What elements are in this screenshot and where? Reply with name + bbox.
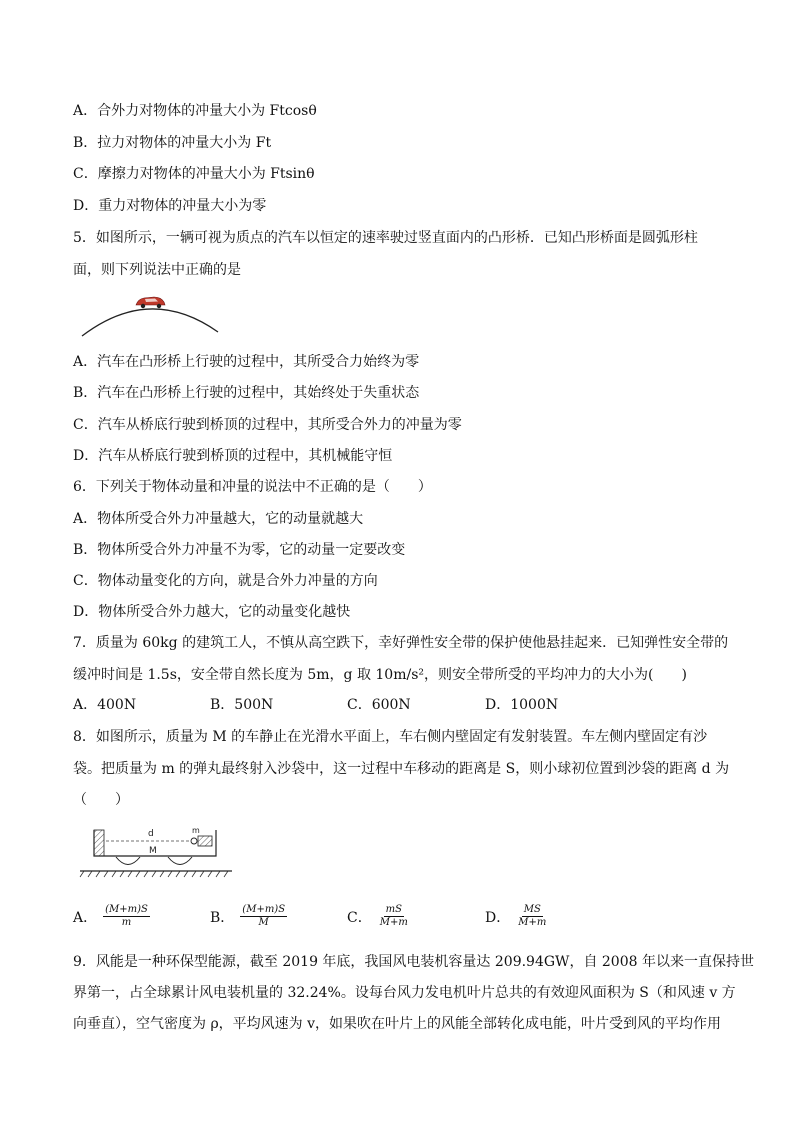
q6-stem: 6．下列关于物体动量和冲量的说法中不正确的是（ ） [73,479,432,495]
q7-option-b: B．500N [210,697,274,713]
q5-stem-line1: 5．如图所示，一辆可视为质点的汽车以恒定的速率驶过竖直面内的凸形桥．已知凸形桥面是圆弧形柱 [73,230,698,246]
q6-option-c: C．物体动量变化的方向，就是合外力冲量的方向 [73,573,378,589]
q7-option-a: A．400N [73,697,137,713]
q5-option-c: C．汽车从桥底行驶到桥顶的过程中，其所受合外力的冲量为零 [73,417,462,433]
q8-stem-line1: 8．如图所示，质量为 M 的车静止在光滑水平面上，车右侧内壁固定有发射装置。车左侧内壁固定有沙 [73,729,708,745]
q5-option-b: B．汽车在凸形桥上行驶的过程中，其始终处于失重状态 [73,385,420,401]
q7-stem-line1: 7．质量为 60kg 的建筑工人，不慎从高空跌下，幸好弹性安全带的保护使他悬挂起来．已知弹性安全带的 [73,635,729,651]
q9-line1: 9．风能是一种环保型能源，截至 2019 年底，我国风电装机容量达 209.94GW，自 2008 年以来一直保持世 [73,954,754,970]
q8-option-a-denominator: m [121,917,132,928]
label-m: m [192,826,200,835]
q8-option-a-numerator: (M+m)S [105,904,148,915]
q5-stem-line2: 面，则下列说法中正确的是 [73,262,241,278]
q5-option-d: D．汽车从桥底行驶到桥顶的过程中，其机械能守恒 [73,448,393,464]
q8-option-a [73,904,150,929]
q8-option-c-label: C． [347,909,372,926]
cart-figure [76,822,236,886]
q4-option-a: A．合外力对物体的冲量大小为 Ftcosθ [73,103,317,119]
q8-options-row [73,904,733,932]
q8-stem-line3: （ ） [73,792,129,808]
q7-stem-line2: 缓冲时间是 1.5s，安全带自然长度为 5m，g 取 10m/s²，则安全带所受的平均冲力的大小为( ) [73,667,687,683]
bridge-arc [82,309,218,336]
q6-option-a: A．物体所受合外力冲量越大，它的动量就越大 [73,511,364,527]
q8-option-a-label: A． [73,909,98,926]
sandbag [94,830,104,856]
q8-option-d [485,904,548,929]
q4-option-c: C．摩擦力对物体的冲量大小为 Ftsinθ [73,166,315,182]
label-d: d [148,829,154,839]
q7-option-d: D．1000N [485,697,559,713]
q8-option-d-numerator: MS [523,904,541,915]
q8-option-c-fraction [378,904,410,929]
pellet [191,838,197,844]
q8-option-b-denominator: M [258,917,269,928]
q8-option-c-denominator: M+m [379,917,408,928]
convex-bridge-figure [78,290,228,340]
q8-option-d-denominator: M+m [518,917,547,928]
q8-option-c-numerator: mS [385,904,402,915]
q6-option-b: B．物体所受合外力冲量不为零，它的动量一定要改变 [73,542,406,558]
label-M: M [149,846,157,856]
wheel-right [168,857,192,865]
q8-option-a-fraction [103,904,150,929]
q4-option-b: B．拉力对物体的冲量大小为 Ft [73,135,272,151]
q9-line3: 向垂直），空气密度为 ρ，平均风速为 v，如果吹在叶片上的风能全部转化成电能，叶片受到风的平均作用 [73,1016,722,1032]
car-icon [136,297,165,308]
q8-option-b-fraction [240,904,287,929]
q8-stem-line2: 袋。把质量为 m 的弹丸最终射入沙袋中，这一过程中车移动的距离是 S，则小球初位置到沙袋的距离 d 为 [73,761,730,777]
q7-option-c: C．600N [347,697,411,713]
q7-options-row [73,695,733,719]
q8-option-d-label: D． [485,909,511,926]
q8-option-d-fraction [516,904,548,929]
q6-option-d: D．物体所受合外力越大，它的动量变化越快 [73,604,351,620]
ground-hatching [80,871,228,877]
q5-option-a: A．汽车在凸形桥上行驶的过程中，其所受合力始终为零 [73,354,420,370]
wheel-left [116,857,140,865]
q8-option-b [210,904,287,929]
q4-option-d: D．重力对物体的冲量大小为零 [73,198,267,214]
q9-line2: 界第一，占全球累计风电装机量的 32.24%。设每台风力发电机叶片总共的有效迎风面积为 S（和风速 v 方 [73,985,736,1001]
q8-option-b-label: B． [210,909,235,926]
q8-option-c [347,904,410,929]
q8-option-b-numerator: (M+m)S [242,904,286,915]
launcher-spring [198,836,212,846]
